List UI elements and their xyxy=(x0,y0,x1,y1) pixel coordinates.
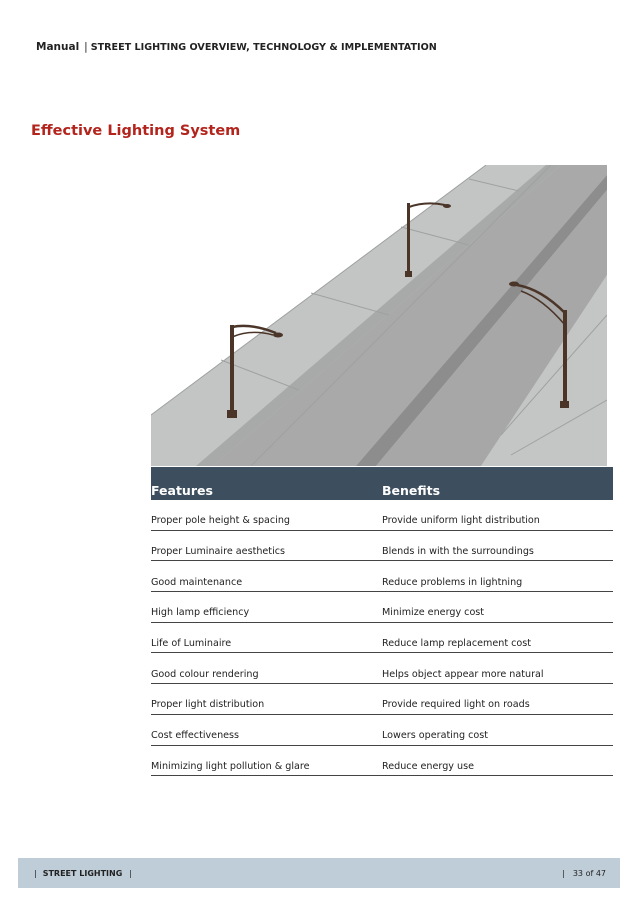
benefit-cell: Lowers operating cost xyxy=(382,730,489,742)
benefit-cell: Reduce lamp replacement cost xyxy=(382,638,532,650)
feature-cell: Proper light distribution xyxy=(151,699,265,711)
footer-bar: | xyxy=(562,869,565,878)
benefit-cell: Reduce energy use xyxy=(382,760,474,772)
feature-cell: Life of Luminaire xyxy=(151,638,232,650)
benefit-cell: Reduce problems in lightning xyxy=(382,576,523,588)
table-row xyxy=(151,500,613,531)
benefit-cell: Helps object appear more natural xyxy=(382,668,544,680)
feature-cell: High lamp efficiency xyxy=(151,607,250,619)
table-row xyxy=(151,592,613,623)
table-row xyxy=(151,715,613,746)
table-row xyxy=(151,531,613,562)
header-features: Features xyxy=(151,483,213,498)
page-footer xyxy=(18,858,620,888)
benefit-cell: Provide uniform light distribution xyxy=(382,515,540,527)
benefit-cell: Provide required light on roads xyxy=(382,699,530,711)
feature-cell: Proper Luminaire aesthetics xyxy=(151,546,286,558)
header-manual: Manual xyxy=(36,41,80,53)
table-row xyxy=(151,623,613,654)
table-header xyxy=(151,467,613,500)
footer-bar: | xyxy=(129,869,132,878)
footer-left xyxy=(34,869,132,878)
table-row xyxy=(151,746,613,777)
benefit-cell: Blends in with the surroundings xyxy=(382,546,534,558)
header-separator: | xyxy=(84,41,88,53)
feature-cell: Minimizing light pollution & glare xyxy=(151,760,310,772)
feature-cell: Cost effectiveness xyxy=(151,730,240,742)
footer-bar: | xyxy=(34,869,37,878)
page-header xyxy=(36,41,437,53)
footer-label: STREET LIGHTING xyxy=(42,869,123,878)
table-row xyxy=(151,684,613,715)
street-lighting-illustration xyxy=(151,165,607,466)
table-row xyxy=(151,653,613,684)
table-row xyxy=(151,561,613,592)
feature-cell: Good colour rendering xyxy=(151,668,259,680)
page-number: 33 of 47 xyxy=(572,869,606,878)
footer-right xyxy=(562,869,606,878)
features-benefits-table xyxy=(151,467,613,776)
header-title: STREET LIGHTING OVERVIEW, TECHNOLOGY & IMPLEMENTATION xyxy=(90,42,437,53)
feature-cell: Proper pole height & spacing xyxy=(151,515,291,527)
benefit-cell: Minimize energy cost xyxy=(382,607,485,619)
header-benefits: Benefits xyxy=(382,483,441,498)
section-title: Effective Lighting System xyxy=(31,123,241,139)
feature-cell: Good maintenance xyxy=(151,576,243,588)
